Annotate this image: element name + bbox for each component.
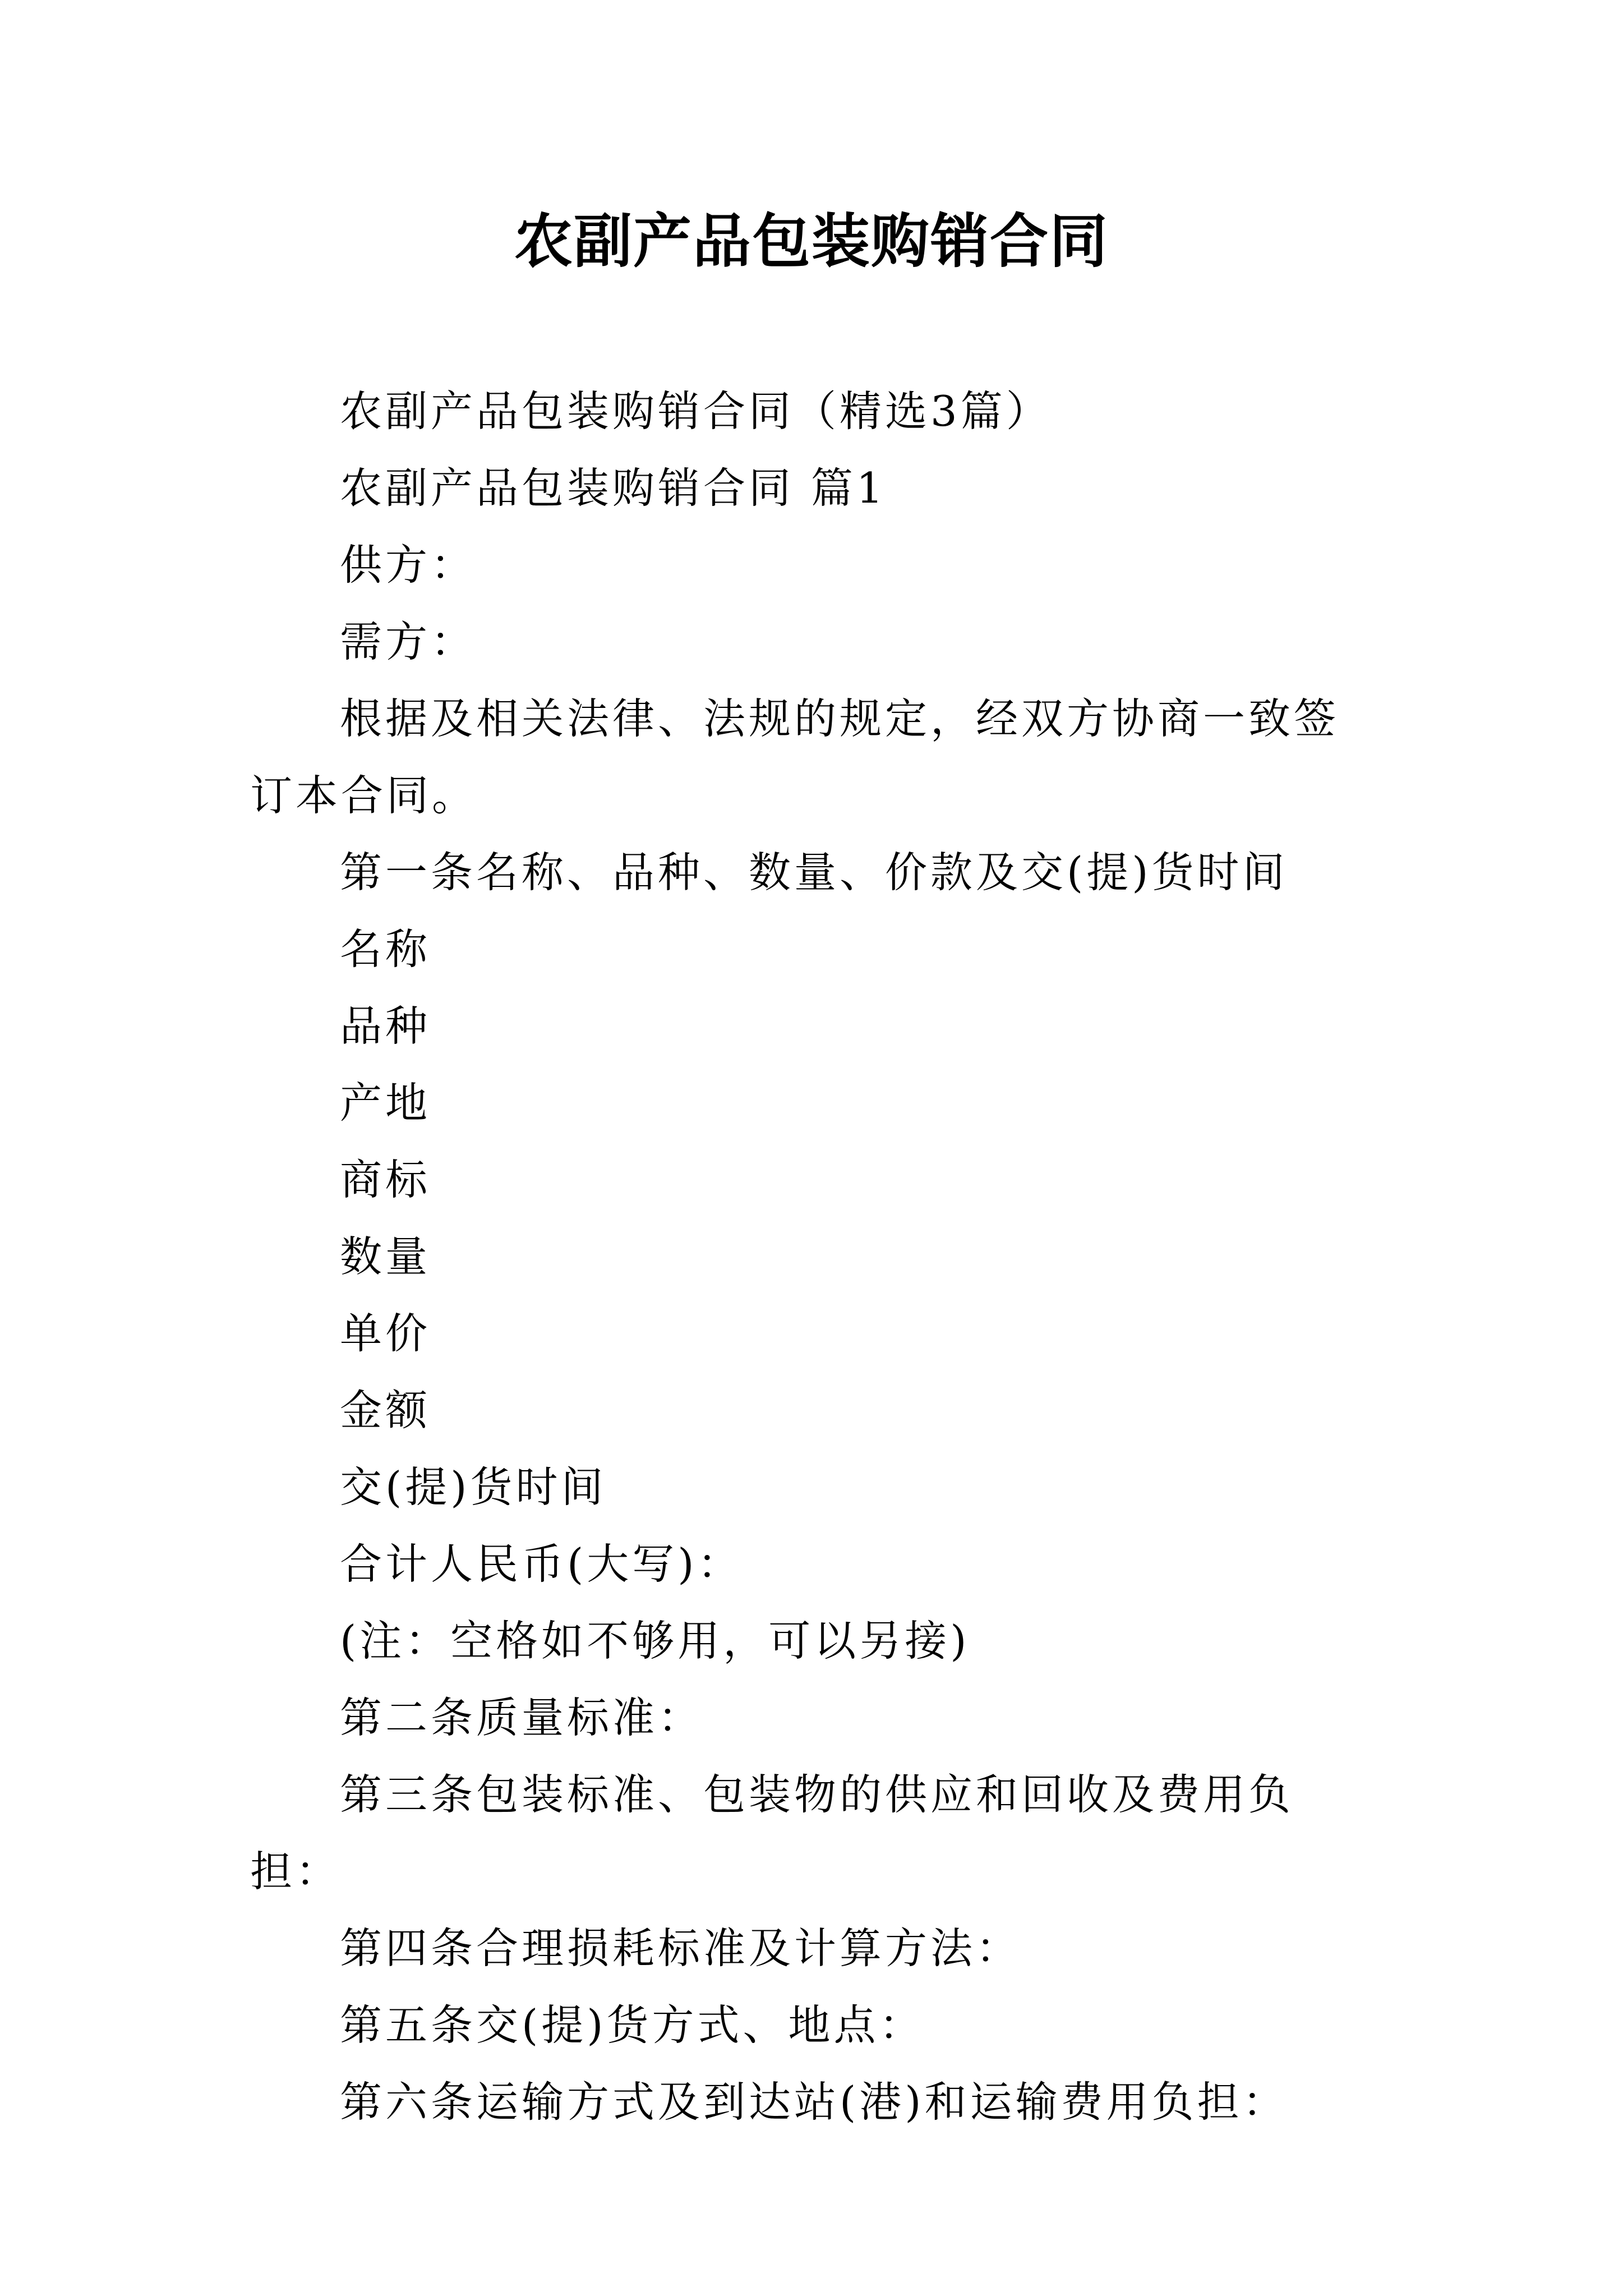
supplier-line: 供方： (340, 540, 477, 590)
field-amount: 金额 (340, 1386, 431, 1435)
article-1-heading: 第一条名称、品种、数量、价款及交(提)货时间 (340, 848, 1288, 897)
document-body (250, 373, 1383, 2141)
article-2-heading: 第二条质量标准： (340, 1693, 704, 1742)
buyer-line: 需方： (340, 617, 477, 666)
field-origin: 产地 (340, 1078, 431, 1128)
article-6-heading: 第六条运输方式及到达站(港)和运输费用负担： (340, 2077, 1288, 2127)
field-unit-price: 单价 (340, 1309, 431, 1358)
field-variety: 品种 (340, 1001, 431, 1051)
article-3-heading: 第三条包装标准、包装物的供应和回收及费用负担： (250, 1770, 1294, 1896)
article-5-heading: 第五条交(提)货方式、地点： (340, 2000, 925, 2050)
section-heading-part1: 农副产品包装购销合同 篇1 (340, 463, 887, 513)
document-title: 农副产品包装购销合同 (514, 207, 1109, 275)
field-trademark: 商标 (340, 1155, 431, 1204)
subtitle-selection: 农副产品包装购销合同（精选3篇） (340, 386, 1052, 436)
field-quantity: 数量 (340, 1232, 431, 1281)
preamble-paragraph: 根据及相关法律、法规的规定，经双方协商一致签订本合同。 (250, 694, 1340, 820)
article-4-heading: 第四条合理损耗标准及计算方法： (340, 1924, 1022, 1973)
field-delivery-time: 交(提)货时间 (340, 1462, 607, 1512)
note-line: (注：空格如不够用，可以另接) (340, 1616, 970, 1665)
total-rmb-line: 合计人民币(大写)： (340, 1539, 743, 1589)
field-name: 名称 (340, 924, 431, 974)
